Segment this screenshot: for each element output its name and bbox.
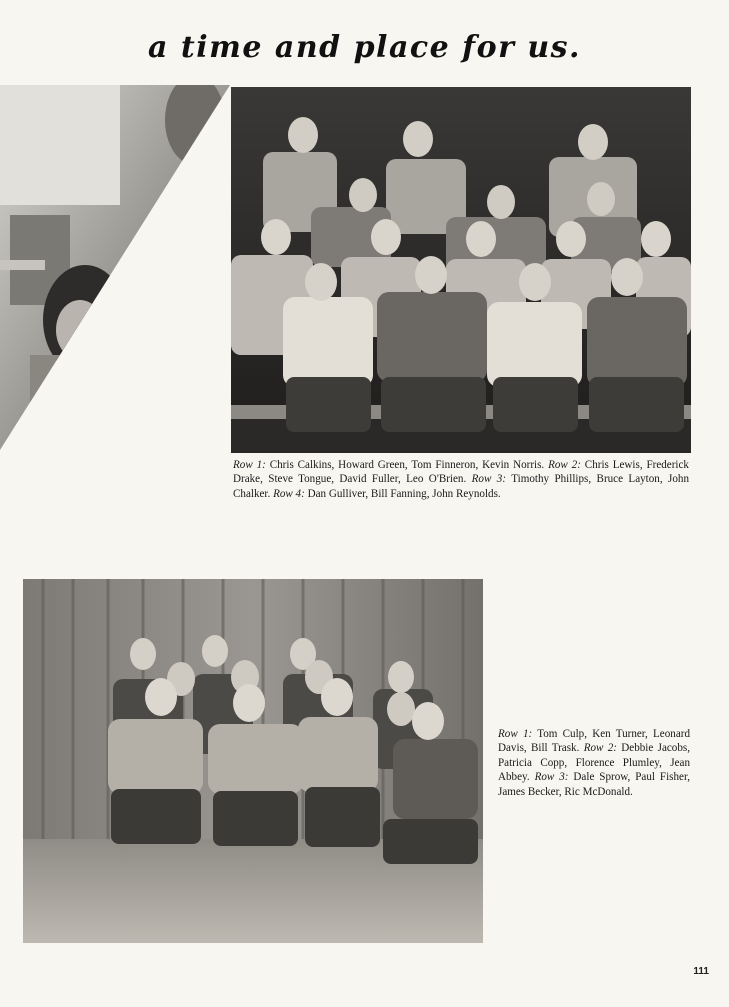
caption-row-names: Tom Culp, Ken Turner, Leonard Davis, Bill Trask. <box>498 728 690 755</box>
page-title: a time and place for us. <box>147 30 581 65</box>
caption-row-label: Row 3: <box>534 771 569 784</box>
caption-row-names: Dan Gulliver, Bill Fanning, John Reynolds. <box>307 487 501 500</box>
caption-row-label: Row 1: <box>498 728 533 740</box>
page-number: 111 <box>693 966 709 977</box>
caption-row-label: Row 1: <box>233 459 266 471</box>
caption-row-names: Chris Calkins, Howard Green, Tom Finneron, Kevin Norris. <box>269 459 545 471</box>
caption-row-names: Chris Lewis, Frederick Drake, Steve Tongue, David Fuller, Leo O'Brien. <box>233 459 689 486</box>
group-photo-2 <box>23 579 483 943</box>
caption-row-label: Row 2: <box>548 459 581 471</box>
group-photo-1 <box>231 87 691 453</box>
caption-row-label: Row 2: <box>583 742 617 755</box>
caption-row-names: Timothy Phillips, Bruce Layton, John Chalker. <box>233 473 689 500</box>
candid-photo <box>0 85 230 450</box>
caption-row-names: Debbie Jacobs, Patricia Copp, Florence Plumley, Jean Abbey. <box>498 742 690 784</box>
caption-row-label: Row 4: <box>273 487 305 500</box>
caption-row-names: Dale Sprow, Paul Fisher, James Becker, Ric McDonald. <box>498 771 690 798</box>
caption-row-label: Row 3: <box>471 473 507 486</box>
caption-group-2 <box>498 727 690 799</box>
caption-group-1 <box>233 458 689 501</box>
